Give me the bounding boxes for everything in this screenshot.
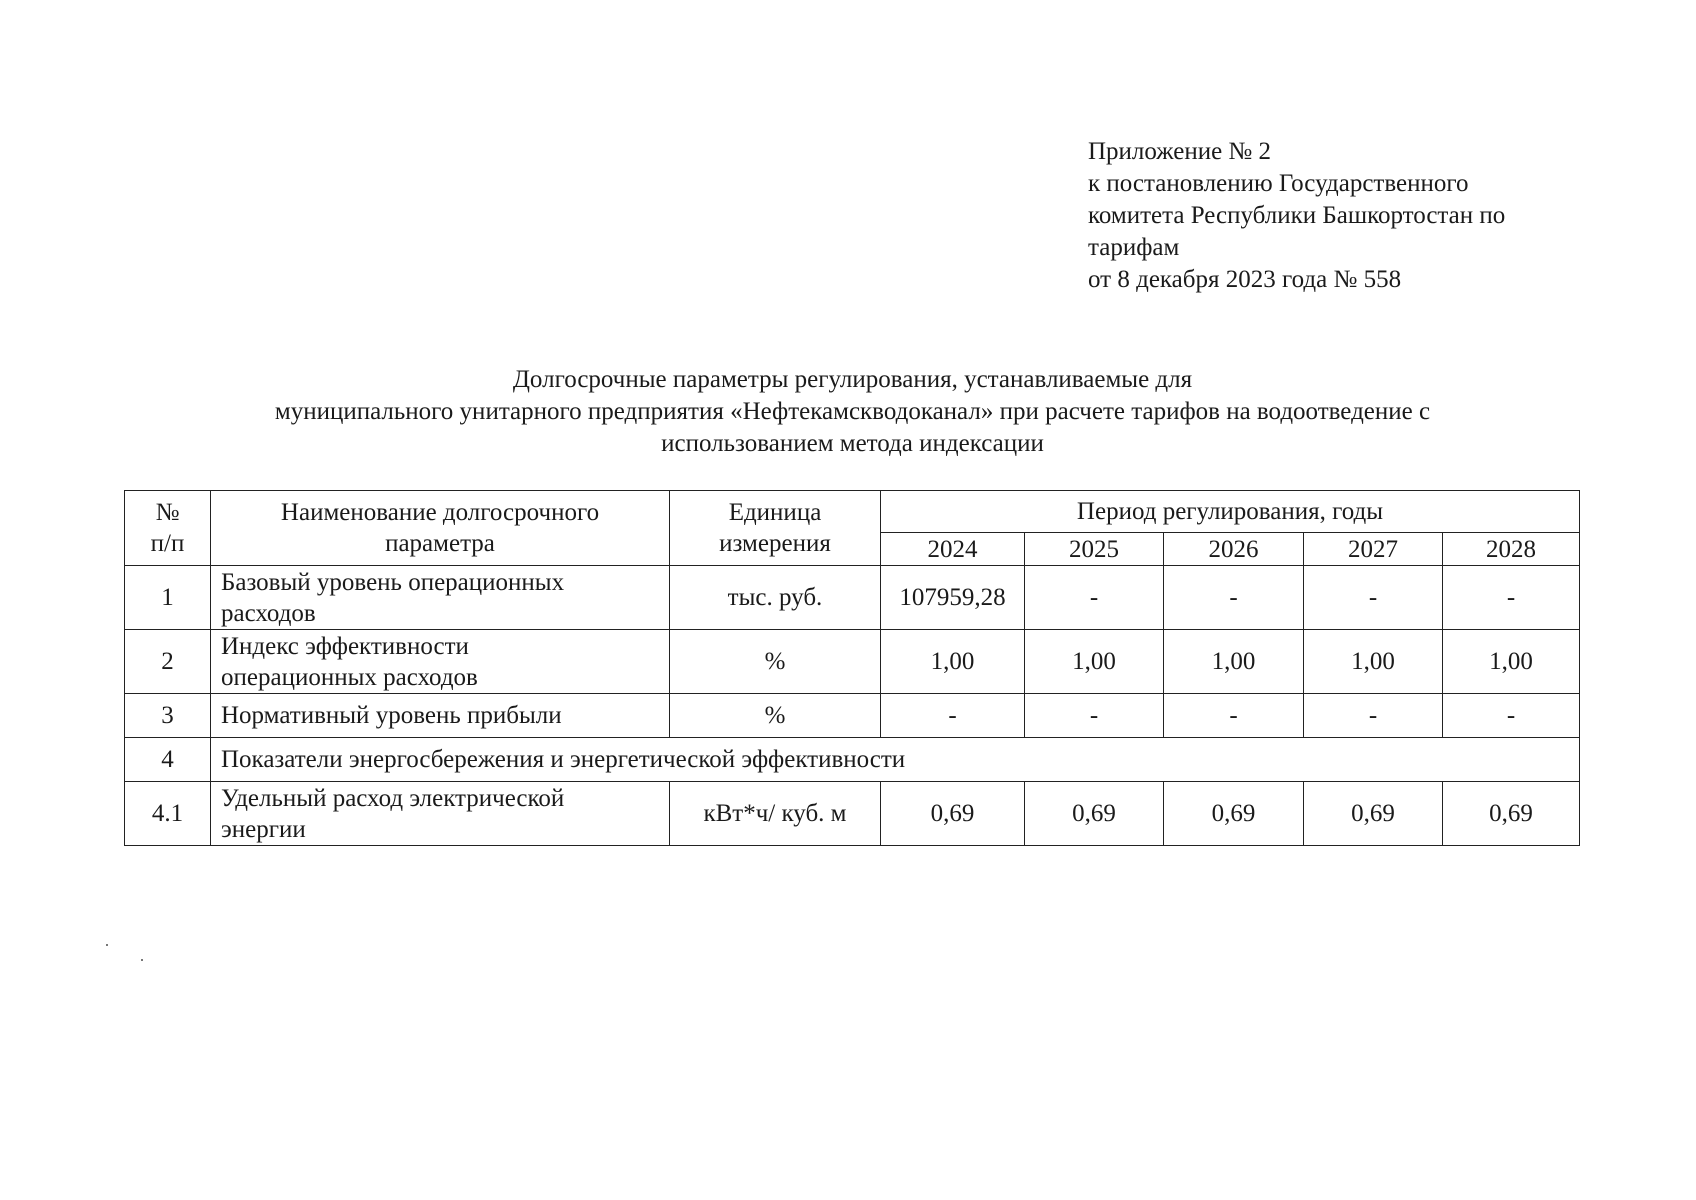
row-name-line1: Индекс эффективности: [221, 632, 469, 660]
row-value: 107959,28: [881, 566, 1025, 630]
row-value: -: [1443, 694, 1580, 738]
appendix-line: тарифам: [1088, 234, 1180, 261]
header-year: 2026: [1164, 533, 1304, 566]
row-value: -: [881, 694, 1025, 738]
row-value: -: [1025, 566, 1164, 630]
row-value: -: [1025, 694, 1164, 738]
row-value: 0,69: [1164, 782, 1304, 846]
header-year: 2024: [881, 533, 1025, 566]
row-unit: %: [670, 694, 881, 738]
row-unit: кВт*ч/ куб. м: [670, 782, 881, 846]
row-value: 0,69: [1304, 782, 1443, 846]
row-value: -: [1304, 566, 1443, 630]
row-value: -: [1443, 566, 1580, 630]
row-name-line2: расходов: [221, 599, 316, 627]
header-year: 2025: [1025, 533, 1164, 566]
header-unit: [670, 491, 881, 566]
header-number: [125, 491, 211, 566]
scan-speck: [141, 959, 143, 961]
row-value: 1,00: [1025, 630, 1164, 694]
appendix-line: от 8 декабря 2023 года № 558: [1088, 266, 1402, 293]
header-name: [211, 491, 670, 566]
scan-speck: [106, 944, 108, 946]
row-value: -: [1304, 694, 1443, 738]
appendix-block: [1088, 136, 1608, 296]
title-line: муниципального унитарного предприятия «Нефтекамскводоканал» при расчете тарифов на водоотведение с: [274, 398, 1431, 425]
header-year: 2028: [1443, 533, 1580, 566]
header-number-line1: №: [155, 499, 180, 526]
header-unit-line2: измерения: [719, 530, 831, 557]
row-name: [211, 782, 670, 846]
parameters-table: [124, 490, 1580, 846]
row-value: 1,00: [1304, 630, 1443, 694]
appendix-line: Приложение № 2: [1088, 138, 1272, 165]
appendix-line: комитета Республики Башкортостан по: [1088, 202, 1506, 229]
header-number-line2: п/п: [150, 530, 185, 557]
row-value: -: [1164, 694, 1304, 738]
document-title: [120, 364, 1585, 460]
table-row: [125, 782, 1580, 846]
table-row: [125, 566, 1580, 630]
row-number: 2: [125, 630, 211, 694]
header-period: Период регулирования, годы: [881, 491, 1580, 533]
table-header-row: [125, 491, 1580, 533]
table-row: [125, 630, 1580, 694]
row-name-line2: операционных расходов: [221, 663, 478, 691]
title-line: использованием метода индексации: [661, 430, 1044, 457]
table-row: [125, 694, 1580, 738]
row-value: -: [1164, 566, 1304, 630]
row-name-line2: энергии: [221, 815, 306, 843]
header-year: 2027: [1304, 533, 1443, 566]
row-value: 0,69: [881, 782, 1025, 846]
table-section-row: [125, 738, 1580, 782]
row-value: 0,69: [1025, 782, 1164, 846]
row-number: 1: [125, 566, 211, 630]
header-name-line2: параметра: [385, 530, 495, 557]
row-name: [211, 630, 670, 694]
row-name-line1: Базовый уровень операционных: [221, 568, 565, 596]
row-value: 1,00: [1164, 630, 1304, 694]
header-unit-line1: Единица: [728, 499, 822, 526]
row-name-line1: Удельный расход электрической: [221, 784, 565, 812]
row-name: [211, 566, 670, 630]
row-name: Нормативный уровень прибыли: [211, 694, 670, 738]
row-value: 1,00: [1443, 630, 1580, 694]
title-line: Долгосрочные параметры регулирования, устанавливаемые для: [512, 366, 1193, 393]
row-value: 1,00: [881, 630, 1025, 694]
appendix-line: к постановлению Государственного: [1088, 170, 1469, 197]
row-number: 4.1: [125, 782, 211, 846]
row-number: 3: [125, 694, 211, 738]
row-value: 0,69: [1443, 782, 1580, 846]
row-number: 4: [125, 738, 211, 782]
header-name-line1: Наименование долгосрочного: [280, 499, 600, 526]
row-unit: %: [670, 630, 881, 694]
section-title: Показатели энергосбережения и энергетической эффективности: [211, 738, 1580, 782]
row-unit: тыс. руб.: [670, 566, 881, 630]
